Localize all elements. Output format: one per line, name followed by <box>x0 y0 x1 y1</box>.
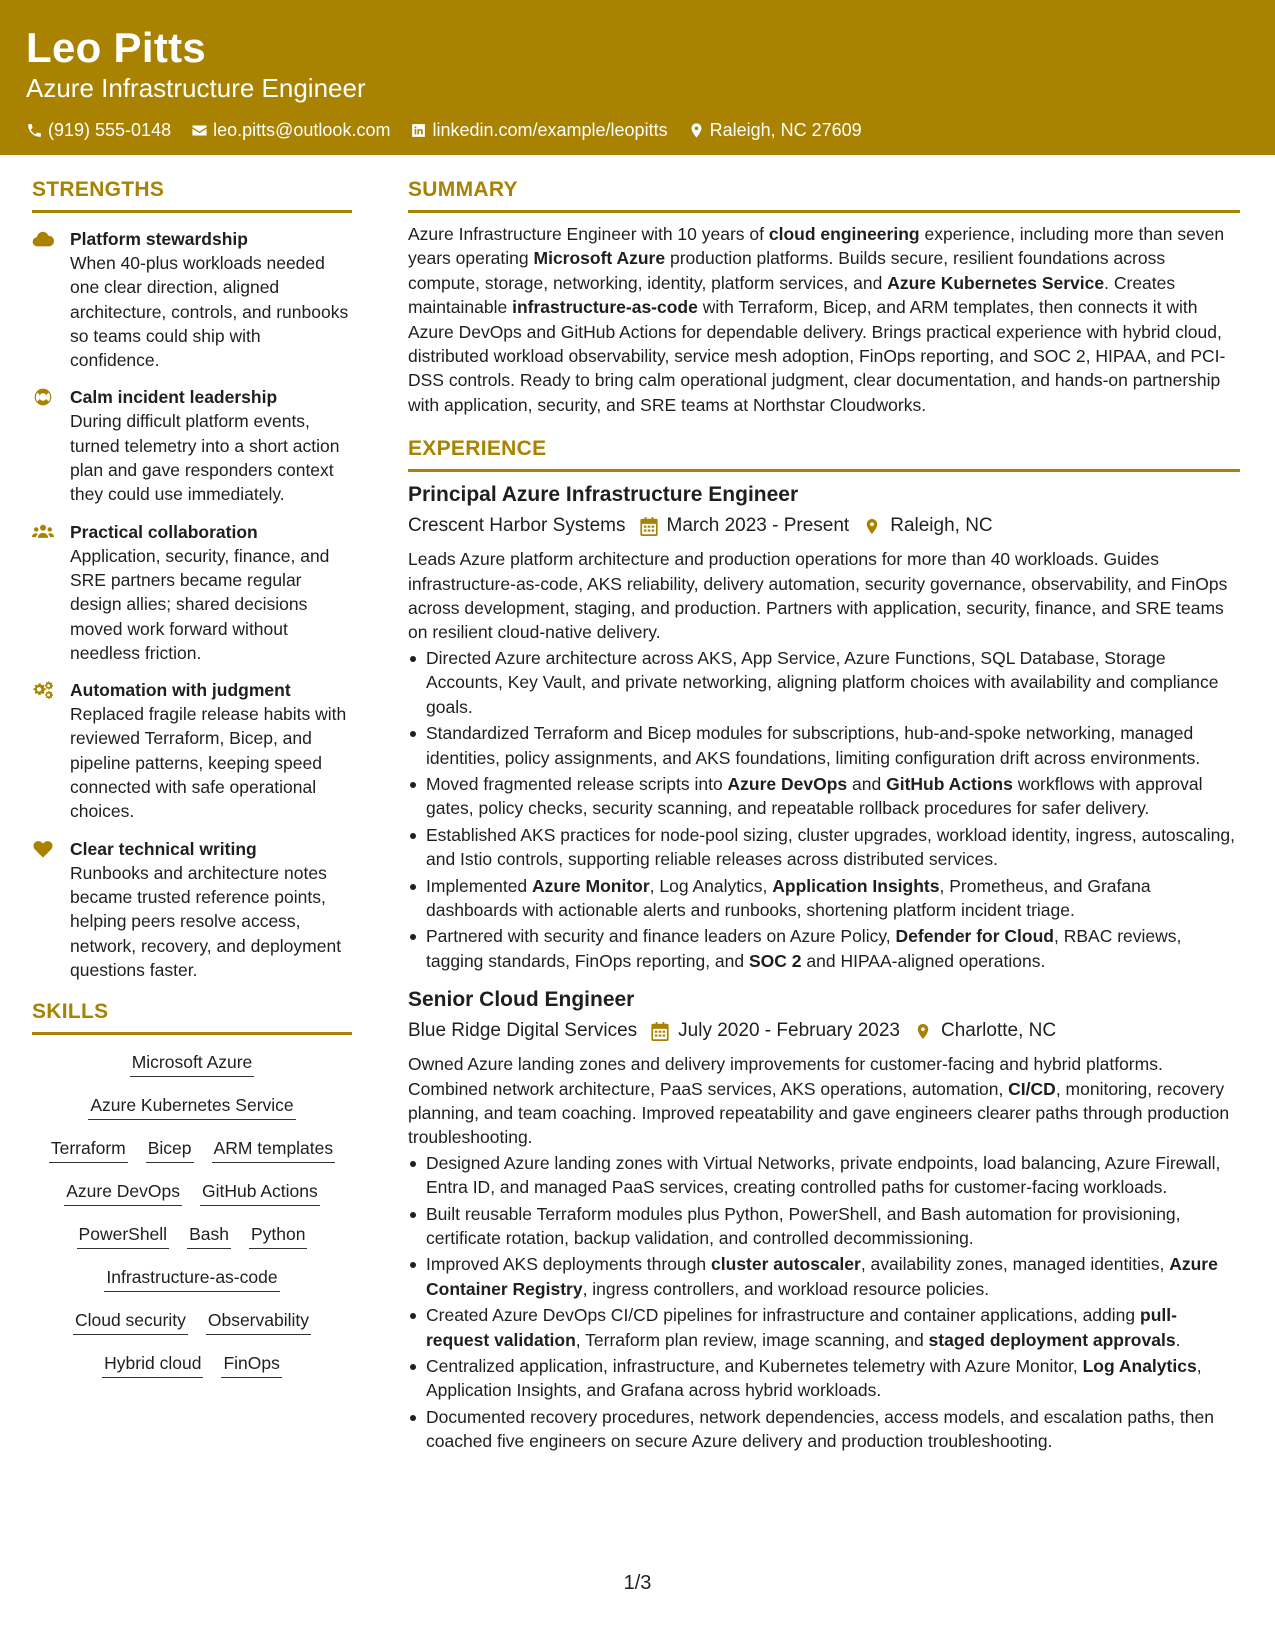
skill-tag: Azure Kubernetes Service <box>88 1094 295 1120</box>
job-company: Crescent Harbor Systems <box>408 515 626 537</box>
skill-tag: Python <box>249 1223 307 1249</box>
job-bullets <box>408 1151 1240 1454</box>
right-column <box>408 176 1240 1456</box>
strength-desc: Application, security, finance, and SRE partners became regular design allies; shared decisions moved work forward without needless friction. <box>70 545 330 663</box>
skill-tag: GitHub Actions <box>200 1180 320 1206</box>
strength-title: Calm incident leadership <box>70 387 278 408</box>
experience-heading: EXPERIENCE <box>408 435 1240 472</box>
summary-heading: SUMMARY <box>408 176 1240 213</box>
skills-list <box>32 1051 352 1378</box>
job-entry <box>408 985 1240 1454</box>
job-location: Charlotte, NC <box>940 1020 1057 1042</box>
map-pin-icon <box>688 122 705 139</box>
skill-tag: Observability <box>206 1309 311 1335</box>
job-title: Principal Azure Infrastructure Engineer <box>408 483 799 507</box>
bullet-item: Designed Azure landing zones with Virtual Networks, private endpoints, load balancing, Azure Firewall, Entra ID, and managed PaaS services, creating controlled paths for customer-facing workloads. <box>408 1151 1240 1200</box>
job-location: Raleigh, NC <box>890 515 993 537</box>
bullet-item: Established AKS practices for node-pool sizing, cluster upgrades, workload identity, ingress, autoscaling, and Istio controls, supporting reliable releases across distributed services. <box>408 823 1240 872</box>
bullet-item: Partnered with security and finance leaders on Azure Policy, Defender for Cloud, RBAC reviews, tagging standards, FinOps reporting, and SOC 2 and HIPAA-aligned operations. <box>408 924 1240 973</box>
job-entry <box>408 480 1240 973</box>
strength-desc: Replaced fragile release habits with reviewed Terraform, Bicep, and pipeline patterns, keeping speed connected with safe operational choices. <box>70 704 347 822</box>
strength-item <box>32 520 352 665</box>
skill-tag: Cloud security <box>73 1309 188 1335</box>
map-pin-icon <box>914 1022 932 1041</box>
bullet-item: Improved AKS deployments through cluster autoscaler, availability zones, managed identities, Azure Container Registry, ingress controllers, and workload resource policies. <box>408 1252 1240 1301</box>
skill-tag: Terraform <box>49 1137 128 1163</box>
skill-row <box>102 1352 282 1378</box>
strength-desc: Runbooks and architecture notes became trusted reference points, helping peers resolve access, network, recovery, and deployment questions faster. <box>70 862 342 980</box>
users-icon <box>32 522 54 542</box>
skill-tag: Bicep <box>146 1137 194 1163</box>
skill-row <box>73 1309 311 1335</box>
candidate-title: Azure Infrastructure Engineer <box>26 73 366 103</box>
job-company: Blue Ridge Digital Services <box>408 1020 638 1042</box>
bullet-item: Centralized application, infrastructure, and Kubernetes telemetry with Azure Monitor, Log Analytics, Application Insights, and Grafana across hybrid workloads. <box>408 1354 1240 1403</box>
left-column <box>32 176 352 1378</box>
strengths-heading: STRENGTHS <box>32 176 352 213</box>
job-meta <box>408 1016 1240 1046</box>
job-description: Owned Azure landing zones and delivery improvements for customer-facing and hybrid platforms. Combined network architecture, PaaS services, AKS operations, automation, CI/CD, monitoring, recovery planning, and team coaching. Improved repeatability and gave engineers clearer paths through production troubleshooting. <box>408 1054 1230 1148</box>
skill-row <box>88 1094 295 1120</box>
job-dates: March 2023 - Present <box>666 515 850 537</box>
location-text: Raleigh, NC 27609 <box>709 120 862 140</box>
linkedin-link[interactable]: linkedin.com/example/leopitts <box>432 120 668 140</box>
skill-tag: Infrastructure-as-code <box>104 1266 279 1292</box>
page-number: 1/3 <box>623 1572 652 1594</box>
job-dates: July 2020 - February 2023 <box>678 1020 900 1042</box>
skill-tag: Azure DevOps <box>64 1180 182 1206</box>
bullet-item: Built reusable Terraform modules plus Python, PowerShell, and Bash automation for provisioning, certificate rotation, backup validation, and controlled decommissioning. <box>408 1202 1240 1251</box>
job-meta <box>408 511 1240 541</box>
skill-row <box>130 1051 255 1077</box>
job-title: Senior Cloud Engineer <box>408 988 635 1012</box>
skill-row <box>49 1137 335 1163</box>
bullet-item: Documented recovery procedures, network dependencies, access models, and escalation paths, then coached five engineers on secure Azure delivery and production troubleshooting. <box>408 1405 1240 1454</box>
skill-tag: Bash <box>187 1223 231 1249</box>
calendar-icon <box>640 517 658 536</box>
contact-bar <box>26 118 1275 142</box>
phone-text[interactable]: (919) 555-0148 <box>48 120 172 140</box>
life-ring-icon <box>32 387 54 407</box>
bullet-item: Created Azure DevOps CI/CD pipelines for infrastructure and container applications, adding pull-request validation, Terraform plan review, image scanning, and staged deployment approvals. <box>408 1303 1240 1352</box>
strength-title: Platform stewardship <box>70 229 248 249</box>
bullet-item: Implemented Azure Monitor, Log Analytics, Application Insights, Prometheus, and Grafana dashboards with actionable alerts and runbooks, shortening platform incident triage. <box>408 874 1240 923</box>
skill-tag: Microsoft Azure <box>130 1051 255 1077</box>
contact-linkedin <box>410 118 667 142</box>
bullet-item: Directed Azure architecture across AKS, App Service, Azure Functions, SQL Database, Storage Accounts, Key Vault, and private networking, aligning platform choices with availability and compliance goals. <box>408 646 1240 719</box>
strengths-list <box>32 227 352 982</box>
job-bullets <box>408 646 1240 973</box>
skill-tag: PowerShell <box>77 1223 170 1249</box>
bullet-item: Standardized Terraform and Bicep modules for subscriptions, hub-and-spoke networking, managed identities, policy assignments, and AKS foundations, limiting configuration drift across environments. <box>408 721 1240 770</box>
job-description: Leads Azure platform architecture and production operations for more than 40 workloads. Guides infrastructure-as-code, AKS reliability, delivery automation, security governance, observability, and FinOps across development, staging, and production. Partners with application, security, finance, and SRE teams on resilient cloud-native delivery. <box>408 549 1228 643</box>
gears-icon <box>32 680 54 700</box>
map-pin-icon <box>863 517 881 536</box>
calendar-icon <box>651 1022 669 1041</box>
strength-item <box>32 678 352 823</box>
strength-desc: During difficult platform events, turned telemetry into a short action plan and gave responders context they could use immediately. <box>70 411 340 505</box>
linkedin-icon <box>410 122 427 139</box>
phone-icon <box>26 122 43 139</box>
bullet-item: Moved fragmented release scripts into Azure DevOps and GitHub Actions workflows with approval gates, policy checks, security scanning, and repeatable rollback procedures for safer delivery. <box>408 772 1240 821</box>
summary-text: Azure Infrastructure Engineer with 10 years of cloud engineering experience, including more than seven years operating Microsoft Azure production platforms. Builds secure, resilient foundations across compute, storage, networking, identity, platform services, and Azure Kubernetes Service. Creates maintainable infrastructure-as-code with Terraform, Bicep, and ARM templates, then connects it with Azure DevOps and GitHub Actions for dependable delivery. Brings practical experience with hybrid cloud, distributed workload observability, service mesh adoption, FinOps reporting, and SOC 2, HIPAA, and PCI-DSS controls. Ready to bring calm operational judgment, clear documentation, and hands-on partnership with application, security, and SRE teams at Northstar Cloudworks. <box>408 224 1226 415</box>
strength-desc: When 40-plus workloads needed one clear direction, aligned architecture, controls, and runbooks so teams could ship with confidence. <box>70 253 349 371</box>
strength-item <box>32 837 352 982</box>
contact-email <box>191 118 390 142</box>
candidate-name: Leo Pitts <box>26 24 207 71</box>
strength-title: Clear technical writing <box>70 838 257 859</box>
contact-phone <box>26 118 171 142</box>
strength-item <box>32 385 352 506</box>
skill-tag: FinOps <box>221 1352 281 1378</box>
skill-row <box>64 1180 320 1206</box>
skills-heading: SKILLS <box>32 998 352 1035</box>
cloud-icon <box>32 229 54 249</box>
skill-row <box>104 1266 279 1292</box>
skill-tag: ARM templates <box>212 1137 336 1163</box>
envelope-icon <box>191 122 208 139</box>
email-link[interactable]: leo.pitts@outlook.com <box>213 120 391 140</box>
resume-header <box>0 0 1275 155</box>
heart-icon <box>32 839 54 859</box>
strength-title: Practical collaboration <box>70 521 258 542</box>
contact-location <box>688 118 862 142</box>
skill-tag: Hybrid cloud <box>102 1352 203 1378</box>
skill-row <box>77 1223 308 1249</box>
strength-title: Automation with judgment <box>70 680 291 701</box>
strength-item <box>32 227 352 372</box>
